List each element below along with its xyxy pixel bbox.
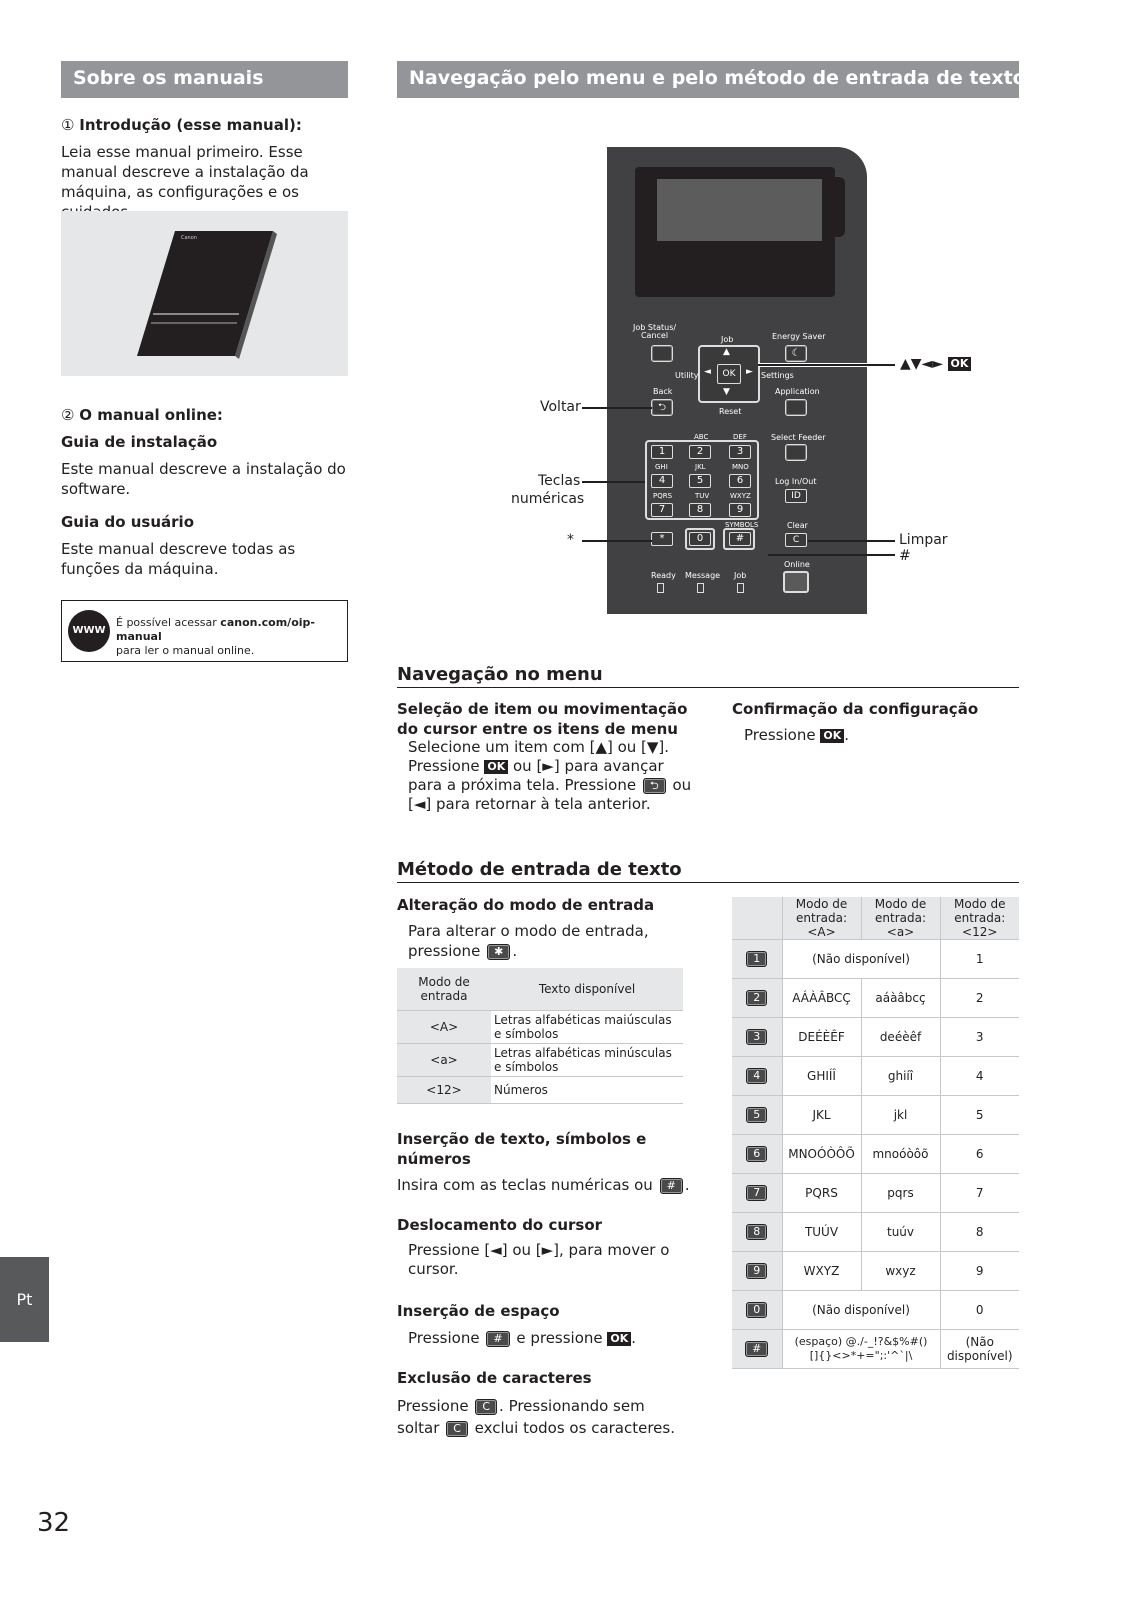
table-row: <12> Números [397,1076,683,1103]
application-button[interactable] [785,399,807,416]
numkey-5[interactable]: 5 [689,474,711,488]
table-row: 4 GHIÍÎ ghiíî 4 [732,1057,1019,1096]
control-panel-illustration: Job Status/ Cancel Job Energy Saver ☾ ▲ ▼ ◄ ► OK Utility Settings Reset Back ⮌ Application Select Feeder ABC DEF 1 2 3 GHI JKL MNO 4 5 6 PQRS TUV WXYZ 7 8 9 SYMBOLS * 0 # Log In/Out ID Clear C Online Ready Message Job [607,147,867,614]
numkey-6[interactable]: 6 [729,474,751,488]
ready-indicator [657,583,664,593]
left-section-header: Sobre os manuais [61,61,348,98]
booklet-icon [61,211,348,376]
booklet-image-panel [61,211,348,376]
mode-table-header-mode: Modo de entrada [397,968,491,1010]
ok-button[interactable]: OK [717,364,741,384]
star-callout-line [582,540,652,542]
circle-2-glyph: ② [61,406,75,424]
table-row: 6 MNOÓÒÔÕ mnoóòôõ 6 [732,1135,1019,1174]
online-title: O manual online: [79,406,223,424]
clear-key-icon: C [475,1399,497,1415]
space-title: Inserção de espaço [397,1302,560,1320]
mode-table [397,968,683,1104]
www-globe-icon: WWW [68,610,110,652]
panel-side-tab [825,177,845,237]
numkey-0[interactable]: 0 [689,532,711,546]
ok-key-icon: OK [948,357,972,371]
table-row: 9 WXYZ wxyz 9 [732,1252,1019,1291]
insert-text: Insira com as teclas numéricas ou # . [397,1176,690,1194]
char-table-header-A: Modo de entrada: <A> [782,897,861,940]
select-feeder-button[interactable] [785,444,807,461]
user-guide-text: Este manual descreve todas as funções da máquina. [61,540,296,578]
numkey-icon: 3 [746,1029,767,1045]
hash-callout-line [768,554,895,556]
left-arrow-icon[interactable]: ◄ [704,367,711,377]
panel-lcd-screen [657,179,822,241]
numkey-icon: 5 [746,1107,767,1123]
numkey-8[interactable]: 8 [689,503,711,517]
arrows-callout-line [758,364,895,366]
intro-text: Leia esse manual primeiro. Esse manual descreve a instalação da máquina, as configurações e os [61,143,309,201]
down-arrow-icon[interactable]: ▼ [723,387,730,397]
numeric-callout-1: Teclas [538,473,581,489]
char-table-header-a: Modo de entrada: <a> [861,897,940,940]
arrows-ok-callout: ▲▼◄► OK [900,356,971,372]
table-row: 2 AÁÀÂBCÇ aáàâbcç 2 [732,979,1019,1018]
table-row: # (espaço) @./-_!?&$%#()[]{}<>*+=";:'^`|\ (Não disponível) [732,1330,1019,1369]
cursor-title: Deslocamento do cursor [397,1216,603,1234]
numkey-icon: 9 [746,1263,767,1279]
clear-key-icon: C [446,1421,468,1437]
insert-title: Inserção de texto, símbolos e números [397,1130,647,1168]
clear-button[interactable]: C [785,533,807,547]
back-callout-line [582,407,652,409]
clear-callout-line [808,540,895,542]
delete-title: Exclusão de caracteres [397,1369,592,1387]
numkey-icon: 4 [746,1068,767,1084]
numkey-star[interactable]: * [651,532,673,546]
confirm-title: Confirmação da configuração [732,700,979,718]
numkey-9[interactable]: 9 [729,503,751,517]
table-row: <A> Letras alfabéticas maiúsculas e símbolos [397,1010,683,1043]
clear-callout: Limpar [899,532,948,548]
install-guide-text: Este manual descreve a instalação do software. [61,460,346,498]
char-table-corner [732,897,782,940]
table-row: 5 JKL jkl 5 [732,1096,1019,1135]
menu-select-text: Selecione um item com [▲] ou [▼]. Pressione OK ou [►] para avançar para a próxima tela. Pressione ⮌ ou [◄] para retornar à tela anterior. [408,738,692,813]
numkey-7[interactable]: 7 [651,503,673,517]
hash-key-icon: # [660,1178,683,1194]
menu-select-title: Seleção de item ou movimentação do cursor entre os itens de menu [397,700,688,738]
mode-change-text: Para alterar o modo de entrada, pressione ✱ . [408,922,649,960]
log-in-out-button[interactable]: ID [785,489,807,503]
star-key-icon: ✱ [487,944,510,960]
online-button[interactable] [783,571,809,593]
online-manual-box [61,600,348,662]
ok-key-icon: OK [820,729,844,743]
intro-title: Introdução (esse manual): [79,116,302,134]
numkey-1[interactable]: 1 [651,445,673,459]
right-section-header: Navegação pelo menu e pelo método de entrada de texto [397,61,1019,98]
numkey-2[interactable]: 2 [689,445,711,459]
job-status-cancel-button[interactable] [651,345,673,362]
numkey-icon: 7 [746,1185,767,1201]
numkey-4[interactable]: 4 [651,474,673,488]
table-row: 0 (Não disponível) 0 [732,1291,1019,1330]
numkey-icon: 1 [746,951,767,967]
online-manual-url[interactable]: canon.com/oip-manual [116,616,315,643]
numkey-icon: # [745,1341,768,1357]
up-arrow-icon[interactable]: ▲ [723,347,730,357]
job-indicator [737,583,744,593]
character-table [732,897,1019,1369]
confirm-text: Pressione OK . [744,726,849,744]
dpad[interactable] [698,345,760,403]
back-button[interactable]: ⮌ [651,399,673,416]
numkey-icon: 2 [746,990,767,1006]
delete-text: Pressione C . Pressionando sem soltar C exclui todos os caracteres. [397,1397,675,1437]
back-callout: Voltar [540,399,581,415]
ok-key-icon: OK [607,1332,631,1346]
install-guide-title: Guia de instalação [61,433,218,451]
numeric-callout-2: numéricas [511,491,585,507]
numkey-icon: 8 [746,1224,767,1240]
numkey-hash[interactable]: # [729,532,751,546]
star-callout: * [567,532,574,548]
right-arrow-icon[interactable]: ► [746,367,753,377]
numkey-icon: 6 [746,1146,767,1162]
online-heading [61,405,351,425]
message-indicator [697,583,704,593]
numeric-callout-line [582,481,645,483]
energy-saver-button[interactable]: ☾ [785,345,807,362]
menu-nav-title: Navegação no menu [397,664,1019,688]
numkey-icon: 0 [746,1302,767,1318]
numkey-3[interactable]: 3 [729,445,751,459]
user-guide-title: Guia do usuário [61,513,194,531]
space-text: Pressione # e pressione OK . [408,1329,637,1347]
table-row: <a> Letras alfabéticas minúsculas e símbolos [397,1043,683,1076]
cursor-text: Pressione [◄] ou [►], para mover o cursor. [408,1241,670,1278]
table-row: 3 DEÉÈÊF deéèêf 3 [732,1018,1019,1057]
mode-table-header-text: Texto disponível [491,968,683,1010]
char-table-header-12: Modo de entrada: <12> [940,897,1019,940]
table-row: 8 TUÚV tuúv 8 [732,1213,1019,1252]
language-tab: Pt [0,1257,49,1342]
table-row: 1 (Não disponível) 1 [732,940,1019,979]
page-number: 32 [37,1508,71,1538]
ok-key-icon: OK [484,760,508,774]
intro-heading [61,115,351,135]
mode-change-title: Alteração do modo de entrada [397,896,655,914]
hash-key-icon: # [486,1331,509,1347]
booklet-brand: Canon [181,235,197,241]
hash-callout: # [899,548,911,564]
circle-1-glyph: ① [61,116,75,134]
back-key-icon: ⮌ [643,778,666,794]
online-manual-text: É possível acessar canon.com/oip-manual para ler o manual online. [116,616,315,657]
text-input-title: Método de entrada de texto [397,859,1019,883]
table-row: 7 PQRS pqrs 7 [732,1174,1019,1213]
